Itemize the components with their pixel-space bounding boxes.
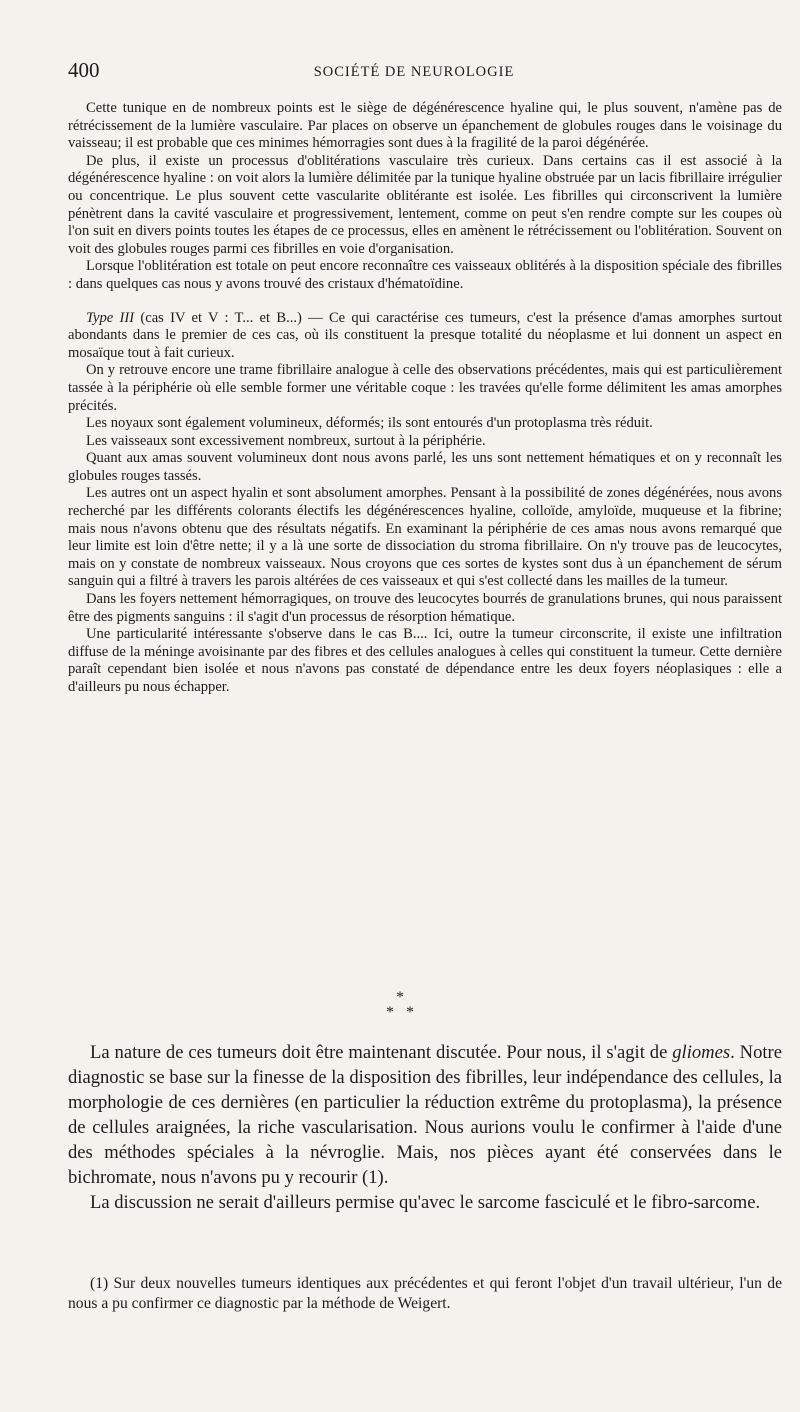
main-text-small <box>68 100 782 697</box>
gliomes-term: gliomes <box>672 1042 731 1063</box>
page-header <box>68 58 760 88</box>
footnote <box>68 1274 782 1314</box>
footnote-text: (1) Sur deux nouvelles tumeurs identiques aux précédentes et qui feront l'objet d'un travail ultérieur, l'un de nous a pu confirmer ce diagnostic par la méthode de Weigert. <box>68 1275 782 1312</box>
paragraph: Les autres ont un aspect hyalin et sont absolument amorphes. Pensant à la possibilité de zones dégénérées, nous avons recherché par les différents colorants électifs les dégénérescences hyaline, colloïde, amyloïde, muqueuse et la fibrine; mais nous n'avons obtenu que des résultats négatifs. En examinant la périphérie de ces amas nous avons remarqué que leur limite est loin d'être nette; il y a là une sorte de dissociation du stroma fibrillaire. On n'y trouve pas de leucocytes, mais on y constate de nombreux vaisseaux. Nous croyons que ces sortes de kystes sont dus à un épanchement de sérum sanguin qui a filtré à travers les parois altérées de ces vaisseaux et qui s'est collecté dans les mailles de la tumeur. <box>68 485 782 590</box>
paragraph: La discussion ne serait d'ailleurs permise qu'avec le sarcome fasciculé et le fibro-sarcome. <box>90 1192 761 1213</box>
paragraph: Lorsque l'oblitération est totale on peut encore reconnaître ces vaisseaux oblitérés à la disposition spéciale des fibrilles : dans quelques cas nous y avons trouvé des cristaux d'hématoïdine. <box>68 258 782 292</box>
paragraph-discussion <box>68 1040 782 1190</box>
paragraph: Dans les foyers nettement hémorragiques, on trouve des leucocytes bourrés de granulations brunes, qui nous paraissent être des pigments sanguins : il s'agit d'un processus de résorption hématique. <box>68 591 782 625</box>
paragraph: Les vaisseaux sont excessivement nombreux, surtout à la périphérie. <box>86 432 486 449</box>
separator-top: * <box>396 989 404 1006</box>
paragraph: Quant aux amas souvent volumineux dont nous avons parlé, les uns sont nettement hématiques et on y reconnaît les globules rouges tassés. <box>68 450 782 484</box>
discussion-text-end: . Notre diagnostic se base sur la finesse de la disposition des fibrilles, leur indépendance des cellules, la morphologie de ces dernières (en particulier la réduction extrême du protoplasma), la présence de cellules araignées, la riche vascularisation. Nous aurions voulu le confirmer à l'aide d'une des méthodes spéciales à la névroglie. Mais, nos pièces ayant été conservées dans le bichromate, nous n'avons pu y recourir (1). <box>68 1042 782 1188</box>
running-title: SOCIÉTÉ DE NEUROLOGIE <box>313 64 515 80</box>
paragraph: Une particularité intéressante s'observe dans le cas B.... Ici, outre la tumeur circonscrite, il existe une infiltration diffuse de la méninge avoisinante par des fibres et des cellules analogues à celles qui constituent la tumeur. Cette dernière paraît cependant bien isolée et nous n'avons pas constaté de dépendance entre les deux foyers néoplasiques : elle a d'ailleurs pu nous échapper. <box>68 626 782 695</box>
paragraph-type-3 <box>68 310 782 363</box>
main-text-large <box>68 1040 782 1215</box>
type-3-text: (cas IV et V : T... et B...) — Ce qui caractérise ces tumeurs, c'est la présence d'amas amorphes surtout abondants dans le premier de ces cas, où ils constituent la presque totalité du néoplasme et lui donnent un aspect en mosaïque tout à fait curieux. <box>68 309 782 361</box>
paragraph: Cette tunique en de nombreux points est le siège de dégénérescence hyaline qui, le plus souvent, n'amène pas de rétrécissement de la lumière vasculaire. Par places on observe un épanchement de globules rouges dans le voisinage du vaisseau; il est probable que ces minimes hémorragies sont dues à la fragilité de la paroi dégénérée. <box>68 100 782 152</box>
paragraph: Les noyaux sont également volumineux, déformés; ils sont entourés d'un protoplasma très réduit. <box>86 415 653 432</box>
section-separator <box>0 990 800 1020</box>
discussion-text-start: La nature de ces tumeurs doit être maintenant discutée. Pour nous, il s'agit de <box>90 1042 673 1063</box>
type-3-lead: Type III <box>86 309 135 326</box>
page-number: 400 <box>68 58 100 82</box>
paragraph: On y retrouve encore une trame fibrillaire analogue à celle des observations précédentes, mais qui est particulièrement tassée à la périphérie où elle semble former une véritable coque : les travées qu'elle forme délimitent les amas amorphes précités. <box>68 362 782 414</box>
paragraph: De plus, il existe un processus d'oblitérations vasculaire très curieux. Dans certains cas il est associé à la dégénérescence hyaline : on voit alors la lumière délimitée par la tunique hyaline obstruée par un lacis fibrillaire irrégulier ou concentrique. Le plus souvent cette vascularite oblitérante est isolée. Les fibrilles qui circonscrivent la lumière pénètrent dans la cavité vasculaire et progressivement, lentement, comme on peut s'en rendre compte sur les coupes où l'on suit en divers points toutes les étapes de ce processus, elles en amènent le rétrécissement ou l'oblitération. Souvent on voit des globules rouges parmi ces fibrilles en voie d'organisation. <box>68 152 782 257</box>
separator-bottom: * * <box>386 1004 414 1021</box>
